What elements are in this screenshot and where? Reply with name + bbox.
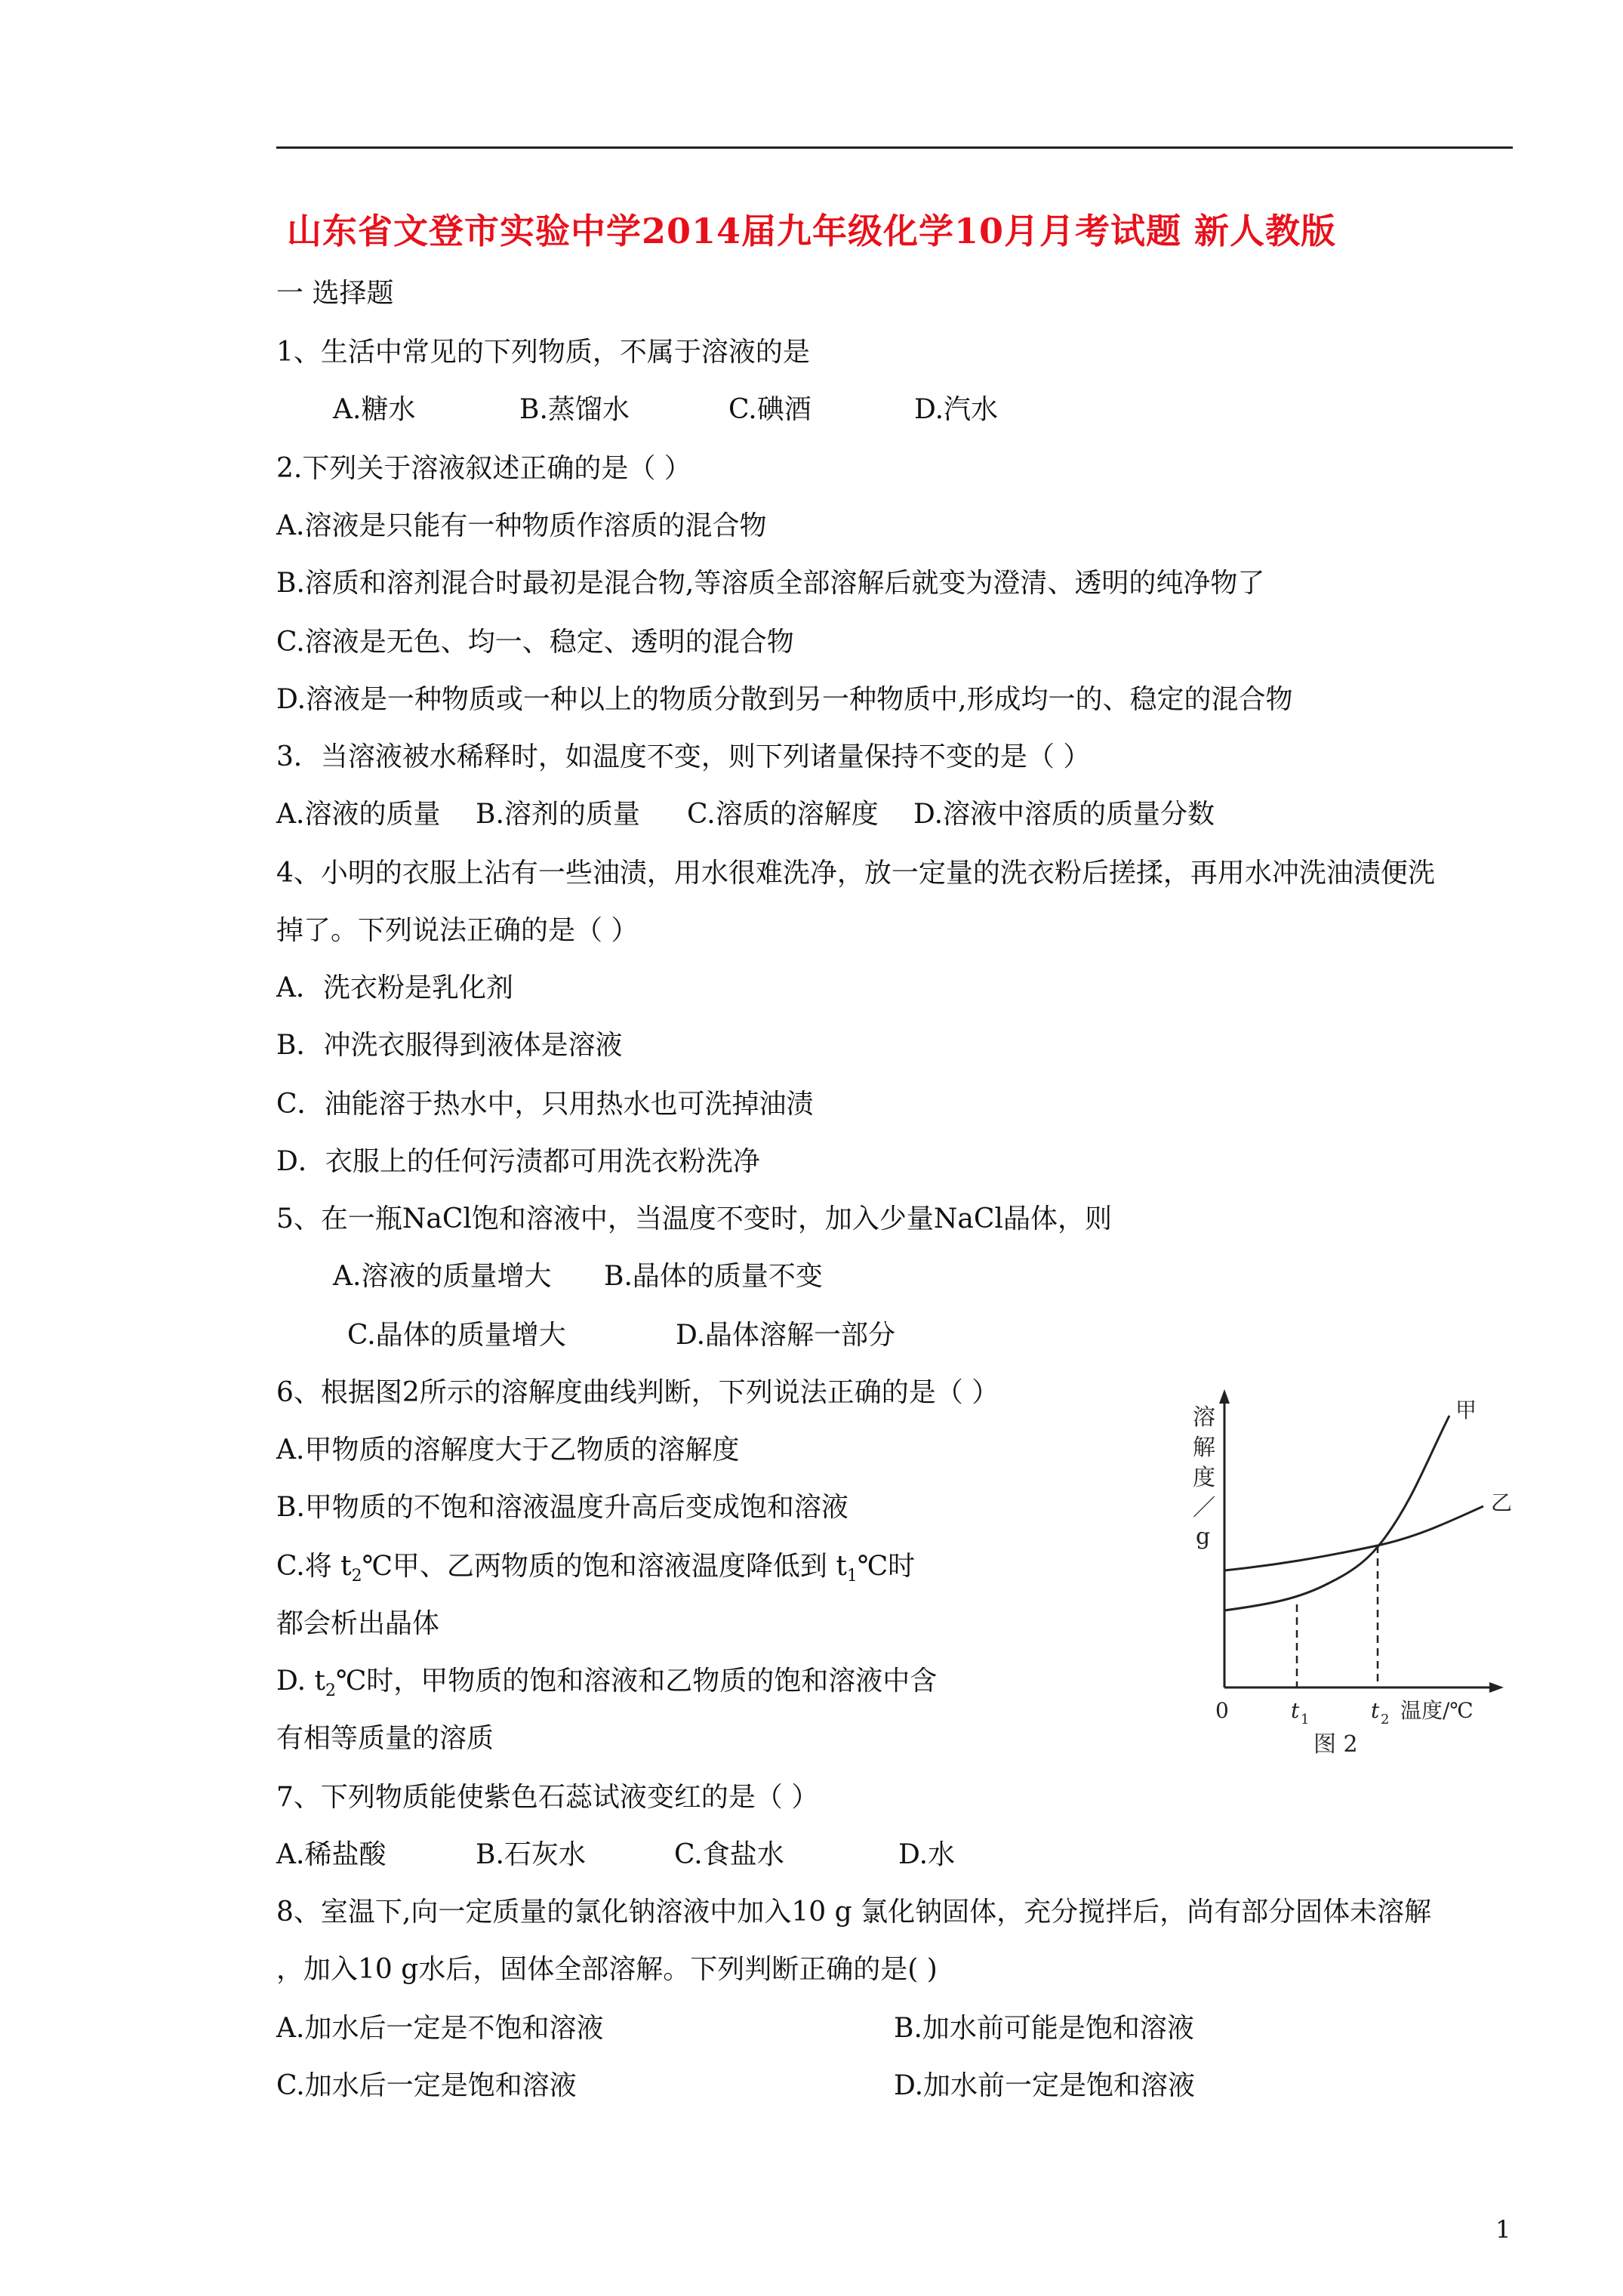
- q8-option-a: A.加水后一定是不饱和溶液: [276, 2013, 604, 2044]
- q1-option-a: A.糖水: [333, 394, 416, 425]
- q4-option-d: D．衣服上的任何污渍都可用洗衣粉洗净: [276, 1146, 760, 1177]
- q4-option-c: C．油能溶于热水中，只用热水也可洗掉油渍: [276, 1089, 814, 1120]
- q4-stem-line2: 掉了。下列说法正确的是（ ）: [276, 915, 639, 946]
- section-heading: 一 选择题: [276, 278, 394, 309]
- y-axis-label-char: 度: [1193, 1465, 1215, 1491]
- q6-option-d-cont: 有相等质量的溶质: [276, 1723, 494, 1754]
- q3-option-d: D.溶液中溶质的质量分数: [913, 799, 1215, 830]
- page-title: 山东省文登市实验中学2014届九年级化学10月月考试题 新人教版: [286, 211, 1337, 251]
- q2-stem: 2.下列关于溶液叙述正确的是（ ）: [276, 453, 691, 484]
- y-axis-label-char: ／: [1193, 1495, 1215, 1521]
- q7-option-b: B.石灰水: [476, 1839, 586, 1870]
- q5-option-a: A.溶液的质量增大: [333, 1261, 552, 1292]
- q1-stem: 1、生活中常见的下列物质，不属于溶液的是: [276, 337, 810, 368]
- q7-option-d: D.水: [898, 1839, 956, 1870]
- q1-option-b: B.蒸馏水: [519, 394, 630, 425]
- x-axis-label: 温度/℃: [1400, 1698, 1474, 1723]
- q3-option-a: A.溶液的质量: [276, 799, 441, 830]
- q8-option-d: D.加水前一定是饱和溶液: [894, 2070, 1196, 2101]
- header-rule: [276, 146, 1513, 149]
- q7-stem: 7、下列物质能使紫色石蕊试液变红的是（ ）: [276, 1782, 819, 1813]
- q7-option-a: A.稀盐酸: [276, 1839, 387, 1870]
- figure-caption: 图 2: [1313, 1731, 1358, 1758]
- q1-option-d: D.汽水: [914, 394, 999, 425]
- q6-stem: 6、根据图2所示的溶解度曲线判断，下列说法正确的是（ ）: [276, 1377, 999, 1408]
- curve-jia: [1224, 1416, 1449, 1610]
- q2-option-b: B.溶质和溶剂混合时最初是混合物,等溶质全部溶解后就变为澄清、透明的纯净物了: [276, 568, 1265, 599]
- q8-stem-line2: ，加入10 g水后，固体全部溶解。下列判断正确的是( ): [276, 1954, 938, 1985]
- q2-option-a: A.溶液是只能有一种物质作溶质的混合物: [276, 510, 767, 541]
- t1-label: t: [1291, 1698, 1300, 1723]
- t1-subscript: 1: [1301, 1712, 1310, 1727]
- page-number: 1: [1495, 2215, 1511, 2244]
- q3-stem: 3．当溶液被水稀释时，如温度不变，则下列诸量保持不变的是（ ）: [276, 741, 1091, 772]
- q5-stem: 5、在一瓶NaCl饱和溶液中，当温度不变时，加入少量NaCl晶体，则: [276, 1203, 1112, 1234]
- y-axis-arrow: [1219, 1389, 1230, 1404]
- q5-option-c: C.晶体的质量增大: [347, 1320, 566, 1351]
- q5-option-b: B.晶体的质量不变: [604, 1261, 823, 1292]
- y-axis-label-char: g: [1196, 1524, 1211, 1550]
- q4-option-b: B．冲洗衣服得到液体是溶液: [276, 1030, 623, 1061]
- q6-option-a: A.甲物质的溶解度大于乙物质的溶解度: [276, 1435, 740, 1465]
- q5-option-d: D.晶体溶解一部分: [676, 1320, 896, 1351]
- q4-option-a: A．洗衣粉是乳化剂: [276, 972, 513, 1003]
- q7-option-c: C.食盐水: [674, 1839, 784, 1870]
- q6-option-c: C.将 $t_2℃$甲、乙两物质的饱和溶液温度降低到 $t_1℃$时: [276, 1551, 916, 1586]
- q6-option-c-cont: 都会析出晶体: [276, 1608, 440, 1639]
- curve-jia-label: 甲: [1455, 1398, 1477, 1422]
- q3-option-b: B.溶剂的质量: [476, 799, 640, 830]
- solubility-figure: [1185, 1385, 1513, 1758]
- q8-option-c: C.加水后一定是饱和溶液: [276, 2070, 577, 2101]
- q6-option-b: B.甲物质的不饱和溶液温度升高后变成饱和溶液: [276, 1492, 848, 1523]
- origin-label: 0: [1215, 1698, 1229, 1723]
- curve-yi-label: 乙: [1491, 1490, 1513, 1515]
- x-axis-arrow: [1489, 1682, 1504, 1693]
- q1-option-c: C.碘酒: [728, 394, 812, 425]
- t2-subscript: 2: [1381, 1712, 1390, 1727]
- y-axis-label-char: 解: [1193, 1435, 1215, 1461]
- y-axis-label-char: 溶: [1193, 1404, 1215, 1431]
- q8-option-b: B.加水前可能是饱和溶液: [894, 2013, 1194, 2044]
- q8-stem-line1: 8、室温下,向一定质量的氯化钠溶液中加入10 g 氯化钠固体，充分搅拌后，尚有部分固体未溶解: [276, 1897, 1432, 1928]
- q3-option-c: C.溶质的溶解度: [687, 799, 879, 830]
- q2-option-c: C.溶液是无色、均一、稳定、透明的混合物: [276, 627, 794, 658]
- curve-yi: [1224, 1506, 1483, 1570]
- q4-stem-line1: 4、小明的衣服上沾有一些油渍，用水很难洗净，放一定量的洗衣粉后搓揉，再用水冲洗油渍便洗: [276, 858, 1435, 889]
- q6-option-d: D. $t_2℃$时，甲物质的饱和溶液和乙物质的饱和溶液中含: [276, 1666, 938, 1701]
- t2-label: t: [1371, 1698, 1380, 1723]
- q2-option-d: D.溶液是一种物质或一种以上的物质分散到另一种物质中,形成均一的、稳定的混合物: [276, 684, 1293, 715]
